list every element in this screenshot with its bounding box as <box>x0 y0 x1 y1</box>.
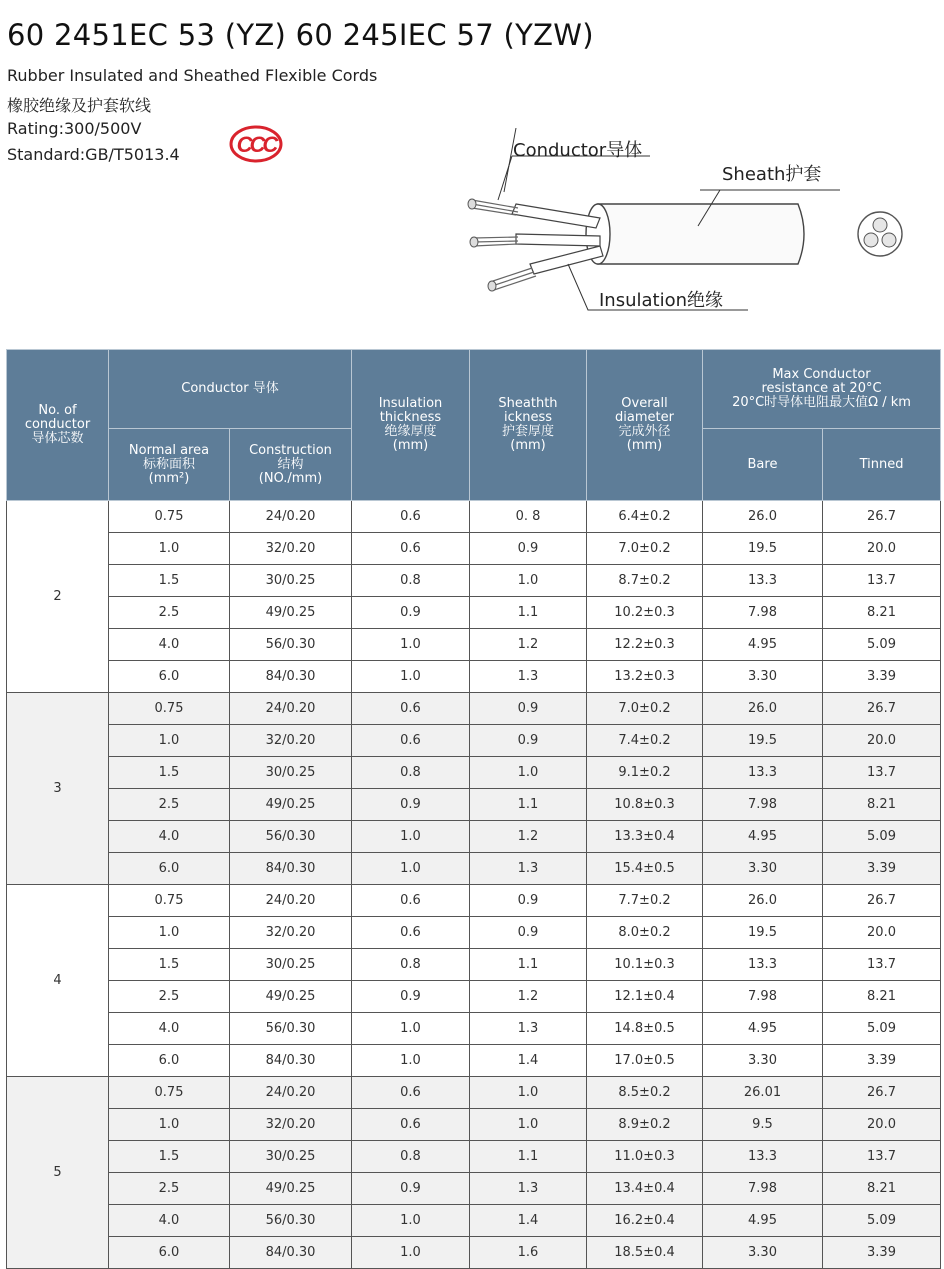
cell-sheath: 1.3 <box>470 1013 587 1045</box>
cell-diameter: 6.4±0.2 <box>587 501 703 533</box>
cell-tinned: 20.0 <box>823 917 941 949</box>
table-row <box>7 981 941 1013</box>
cell-area: 4.0 <box>109 1013 230 1045</box>
cell-insulation: 0.6 <box>352 533 470 565</box>
header-conductor: Conductor 导体 <box>109 350 352 429</box>
table-row <box>7 1205 941 1237</box>
table-row <box>7 853 941 885</box>
cell-insulation: 1.0 <box>352 1237 470 1269</box>
cell-diameter: 13.3±0.4 <box>587 821 703 853</box>
cell-tinned: 3.39 <box>823 661 941 693</box>
cell-bare: 3.30 <box>703 1045 823 1077</box>
cell-tinned: 8.21 <box>823 981 941 1013</box>
cell-area: 4.0 <box>109 629 230 661</box>
cell-insulation: 0.9 <box>352 1173 470 1205</box>
insulation-label: Insulation绝缘 <box>599 290 724 311</box>
cell-area: 6.0 <box>109 1237 230 1269</box>
cell-insulation: 0.8 <box>352 1141 470 1173</box>
cell-area: 1.5 <box>109 949 230 981</box>
cell-area: 0.75 <box>109 501 230 533</box>
cell-construction: 32/0.20 <box>230 917 352 949</box>
cell-diameter: 15.4±0.5 <box>587 853 703 885</box>
table-row <box>7 1173 941 1205</box>
header-cores: No. of conductor 导体芯数 <box>7 350 109 501</box>
cell-area: 6.0 <box>109 661 230 693</box>
cell-bare: 4.95 <box>703 821 823 853</box>
cell-bare: 26.0 <box>703 885 823 917</box>
cell-area: 6.0 <box>109 1045 230 1077</box>
cell-construction: 56/0.30 <box>230 821 352 853</box>
cell-sheath: 1.0 <box>470 757 587 789</box>
cell-bare: 3.30 <box>703 1237 823 1269</box>
cell-diameter: 14.8±0.5 <box>587 1013 703 1045</box>
table-row <box>7 725 941 757</box>
cell-diameter: 8.5±0.2 <box>587 1077 703 1109</box>
table-row <box>7 789 941 821</box>
cell-area: 2.5 <box>109 1173 230 1205</box>
table-row <box>7 501 941 533</box>
header-bare: Bare <box>703 429 823 501</box>
cell-area: 4.0 <box>109 821 230 853</box>
cell-diameter: 8.7±0.2 <box>587 565 703 597</box>
header-diameter: Overall diameter 完成外径 (mm) <box>587 350 703 501</box>
cell-tinned: 13.7 <box>823 565 941 597</box>
conductor-label: Conductor导体 <box>513 140 643 161</box>
cell-insulation: 0.9 <box>352 981 470 1013</box>
cell-bare: 13.3 <box>703 565 823 597</box>
svg-text:CCC: CCC <box>236 132 276 157</box>
cell-construction: 84/0.30 <box>230 853 352 885</box>
cell-bare: 13.3 <box>703 949 823 981</box>
cell-insulation: 0.6 <box>352 725 470 757</box>
table-row <box>7 885 941 917</box>
header-tinned: Tinned <box>823 429 941 501</box>
header-sheath: Sheathth ickness 护套厚度 (mm) <box>470 350 587 501</box>
header-resistance: Max Conductor resistance at 20°C 20°C时导体电阻最大值Ω / km <box>703 350 941 429</box>
cell-insulation: 0.6 <box>352 917 470 949</box>
cell-area: 1.0 <box>109 917 230 949</box>
ccc-certification-icon <box>229 125 283 163</box>
cell-bare: 26.0 <box>703 693 823 725</box>
cell-construction: 49/0.25 <box>230 981 352 1013</box>
cell-tinned: 8.21 <box>823 789 941 821</box>
table-row <box>7 1077 941 1109</box>
cell-insulation: 1.0 <box>352 1045 470 1077</box>
cell-diameter: 7.0±0.2 <box>587 533 703 565</box>
cell-area: 0.75 <box>109 1077 230 1109</box>
cell-bare: 7.98 <box>703 1173 823 1205</box>
cell-tinned: 3.39 <box>823 1237 941 1269</box>
cell-insulation: 0.8 <box>352 757 470 789</box>
cell-tinned: 26.7 <box>823 885 941 917</box>
cell-bare: 4.95 <box>703 629 823 661</box>
cell-area: 4.0 <box>109 1205 230 1237</box>
cell-diameter: 7.4±0.2 <box>587 725 703 757</box>
cell-sheath: 1.1 <box>470 597 587 629</box>
table-row <box>7 533 941 565</box>
cell-insulation: 1.0 <box>352 1013 470 1045</box>
cell-construction: 24/0.20 <box>230 693 352 725</box>
cell-construction: 56/0.30 <box>230 1205 352 1237</box>
cell-bare: 26.0 <box>703 501 823 533</box>
cell-diameter: 10.1±0.3 <box>587 949 703 981</box>
cell-construction: 32/0.20 <box>230 533 352 565</box>
cell-insulation: 1.0 <box>352 821 470 853</box>
page-title: 60 2451EC 53 (YZ) 60 245IEC 57 (YZW) <box>7 18 594 52</box>
table-row <box>7 565 941 597</box>
cell-diameter: 13.4±0.4 <box>587 1173 703 1205</box>
cell-insulation: 1.0 <box>352 853 470 885</box>
cell-insulation: 0.6 <box>352 1077 470 1109</box>
cell-tinned: 3.39 <box>823 1045 941 1077</box>
cell-bare: 4.95 <box>703 1205 823 1237</box>
cell-diameter: 16.2±0.4 <box>587 1205 703 1237</box>
cell-cores: 3 <box>7 693 109 885</box>
cell-tinned: 13.7 <box>823 757 941 789</box>
table-row <box>7 949 941 981</box>
cell-construction: 49/0.25 <box>230 789 352 821</box>
cell-area: 1.0 <box>109 725 230 757</box>
cell-construction: 49/0.25 <box>230 1173 352 1205</box>
cell-construction: 49/0.25 <box>230 597 352 629</box>
cell-cores: 4 <box>7 885 109 1077</box>
table-row <box>7 917 941 949</box>
cell-tinned: 5.09 <box>823 1205 941 1237</box>
cell-bare: 3.30 <box>703 853 823 885</box>
cell-diameter: 13.2±0.3 <box>587 661 703 693</box>
table-row <box>7 1109 941 1141</box>
rating-text: Rating:300/500V <box>7 119 142 138</box>
cell-cores: 2 <box>7 501 109 693</box>
cell-area: 1.5 <box>109 565 230 597</box>
subtitle-chinese: 橡胶绝缘及护套软线 <box>7 96 152 115</box>
cell-sheath: 0. 8 <box>470 501 587 533</box>
spec-table <box>6 349 941 1269</box>
cell-bare: 7.98 <box>703 981 823 1013</box>
cell-insulation: 0.6 <box>352 501 470 533</box>
cell-construction: 84/0.30 <box>230 1045 352 1077</box>
cell-tinned: 8.21 <box>823 1173 941 1205</box>
cell-construction: 30/0.25 <box>230 949 352 981</box>
cell-bare: 7.98 <box>703 789 823 821</box>
cell-diameter: 12.1±0.4 <box>587 981 703 1013</box>
cell-sheath: 0.9 <box>470 917 587 949</box>
cell-area: 0.75 <box>109 885 230 917</box>
cell-sheath: 1.4 <box>470 1205 587 1237</box>
cell-sheath: 0.9 <box>470 725 587 757</box>
table-row <box>7 1141 941 1173</box>
cell-sheath: 1.1 <box>470 949 587 981</box>
cell-diameter: 11.0±0.3 <box>587 1141 703 1173</box>
cell-construction: 56/0.30 <box>230 629 352 661</box>
cell-construction: 24/0.20 <box>230 885 352 917</box>
subtitle-english: Rubber Insulated and Sheathed Flexible Cords <box>7 66 378 85</box>
cell-tinned: 5.09 <box>823 1013 941 1045</box>
table-row <box>7 821 941 853</box>
cell-sheath: 1.2 <box>470 821 587 853</box>
cell-sheath: 1.3 <box>470 853 587 885</box>
cell-diameter: 8.0±0.2 <box>587 917 703 949</box>
cell-construction: 56/0.30 <box>230 1013 352 1045</box>
header-normal-area: Normal area 标称面积 (mm²) <box>109 429 230 501</box>
cell-sheath: 1.1 <box>470 789 587 821</box>
cell-area: 1.0 <box>109 533 230 565</box>
cell-diameter: 10.2±0.3 <box>587 597 703 629</box>
table-row <box>7 1045 941 1077</box>
table-row <box>7 693 941 725</box>
cell-diameter: 18.5±0.4 <box>587 1237 703 1269</box>
cell-insulation: 1.0 <box>352 629 470 661</box>
cell-bare: 19.5 <box>703 533 823 565</box>
cell-construction: 30/0.25 <box>230 565 352 597</box>
cell-area: 2.5 <box>109 597 230 629</box>
cell-construction: 30/0.25 <box>230 1141 352 1173</box>
cell-bare: 26.01 <box>703 1077 823 1109</box>
cell-area: 2.5 <box>109 789 230 821</box>
header-insulation: Insulation thickness 绝缘厚度 (mm) <box>352 350 470 501</box>
cell-bare: 9.5 <box>703 1109 823 1141</box>
cell-insulation: 0.6 <box>352 693 470 725</box>
cell-insulation: 0.9 <box>352 597 470 629</box>
cell-construction: 84/0.30 <box>230 1237 352 1269</box>
cell-tinned: 13.7 <box>823 1141 941 1173</box>
cell-area: 0.75 <box>109 693 230 725</box>
cell-bare: 4.95 <box>703 1013 823 1045</box>
cell-tinned: 20.0 <box>823 725 941 757</box>
cell-area: 6.0 <box>109 853 230 885</box>
table-row <box>7 661 941 693</box>
cell-tinned: 26.7 <box>823 501 941 533</box>
cell-construction: 30/0.25 <box>230 757 352 789</box>
cell-bare: 19.5 <box>703 917 823 949</box>
cell-insulation: 1.0 <box>352 1205 470 1237</box>
cell-tinned: 20.0 <box>823 1109 941 1141</box>
cell-diameter: 9.1±0.2 <box>587 757 703 789</box>
cell-bare: 7.98 <box>703 597 823 629</box>
cell-area: 1.5 <box>109 757 230 789</box>
cell-insulation: 0.9 <box>352 789 470 821</box>
cell-sheath: 1.1 <box>470 1141 587 1173</box>
cell-tinned: 3.39 <box>823 853 941 885</box>
cell-construction: 24/0.20 <box>230 1077 352 1109</box>
cell-diameter: 7.0±0.2 <box>587 693 703 725</box>
cell-area: 1.5 <box>109 1141 230 1173</box>
cell-tinned: 20.0 <box>823 533 941 565</box>
table-row <box>7 629 941 661</box>
cell-sheath: 1.0 <box>470 1077 587 1109</box>
cell-sheath: 1.3 <box>470 661 587 693</box>
cell-insulation: 1.0 <box>352 661 470 693</box>
cell-tinned: 26.7 <box>823 1077 941 1109</box>
table-row <box>7 757 941 789</box>
cell-diameter: 10.8±0.3 <box>587 789 703 821</box>
cell-diameter: 12.2±0.3 <box>587 629 703 661</box>
cell-sheath: 1.6 <box>470 1237 587 1269</box>
cell-sheath: 0.9 <box>470 885 587 917</box>
cell-tinned: 5.09 <box>823 821 941 853</box>
cell-cores: 5 <box>7 1077 109 1269</box>
cell-tinned: 26.7 <box>823 693 941 725</box>
cell-tinned: 8.21 <box>823 597 941 629</box>
table-row <box>7 1013 941 1045</box>
cell-sheath: 0.9 <box>470 693 587 725</box>
cell-construction: 24/0.20 <box>230 501 352 533</box>
cell-sheath: 1.3 <box>470 1173 587 1205</box>
cell-construction: 32/0.20 <box>230 1109 352 1141</box>
table-row <box>7 1237 941 1269</box>
sheath-label: Sheath护套 <box>722 164 822 185</box>
cell-insulation: 0.8 <box>352 949 470 981</box>
table-row <box>7 597 941 629</box>
cell-insulation: 0.8 <box>352 565 470 597</box>
cell-area: 2.5 <box>109 981 230 1013</box>
cell-diameter: 7.7±0.2 <box>587 885 703 917</box>
cell-tinned: 5.09 <box>823 629 941 661</box>
cell-area: 1.0 <box>109 1109 230 1141</box>
header-construction: Construction 结构 (NO./mm) <box>230 429 352 501</box>
standard-text: Standard:GB/T5013.4 <box>7 145 180 164</box>
cell-sheath: 1.0 <box>470 1109 587 1141</box>
cell-insulation: 0.6 <box>352 1109 470 1141</box>
cell-sheath: 1.2 <box>470 981 587 1013</box>
cell-bare: 13.3 <box>703 1141 823 1173</box>
cell-bare: 3.30 <box>703 661 823 693</box>
cell-sheath: 1.2 <box>470 629 587 661</box>
cell-sheath: 1.4 <box>470 1045 587 1077</box>
cell-diameter: 8.9±0.2 <box>587 1109 703 1141</box>
cell-sheath: 1.0 <box>470 565 587 597</box>
cell-construction: 32/0.20 <box>230 725 352 757</box>
table-header <box>7 350 941 501</box>
cell-bare: 13.3 <box>703 757 823 789</box>
cell-bare: 19.5 <box>703 725 823 757</box>
cell-insulation: 0.6 <box>352 885 470 917</box>
cell-sheath: 0.9 <box>470 533 587 565</box>
cell-tinned: 13.7 <box>823 949 941 981</box>
table-body <box>7 501 941 1269</box>
cell-diameter: 17.0±0.5 <box>587 1045 703 1077</box>
cell-construction: 84/0.30 <box>230 661 352 693</box>
